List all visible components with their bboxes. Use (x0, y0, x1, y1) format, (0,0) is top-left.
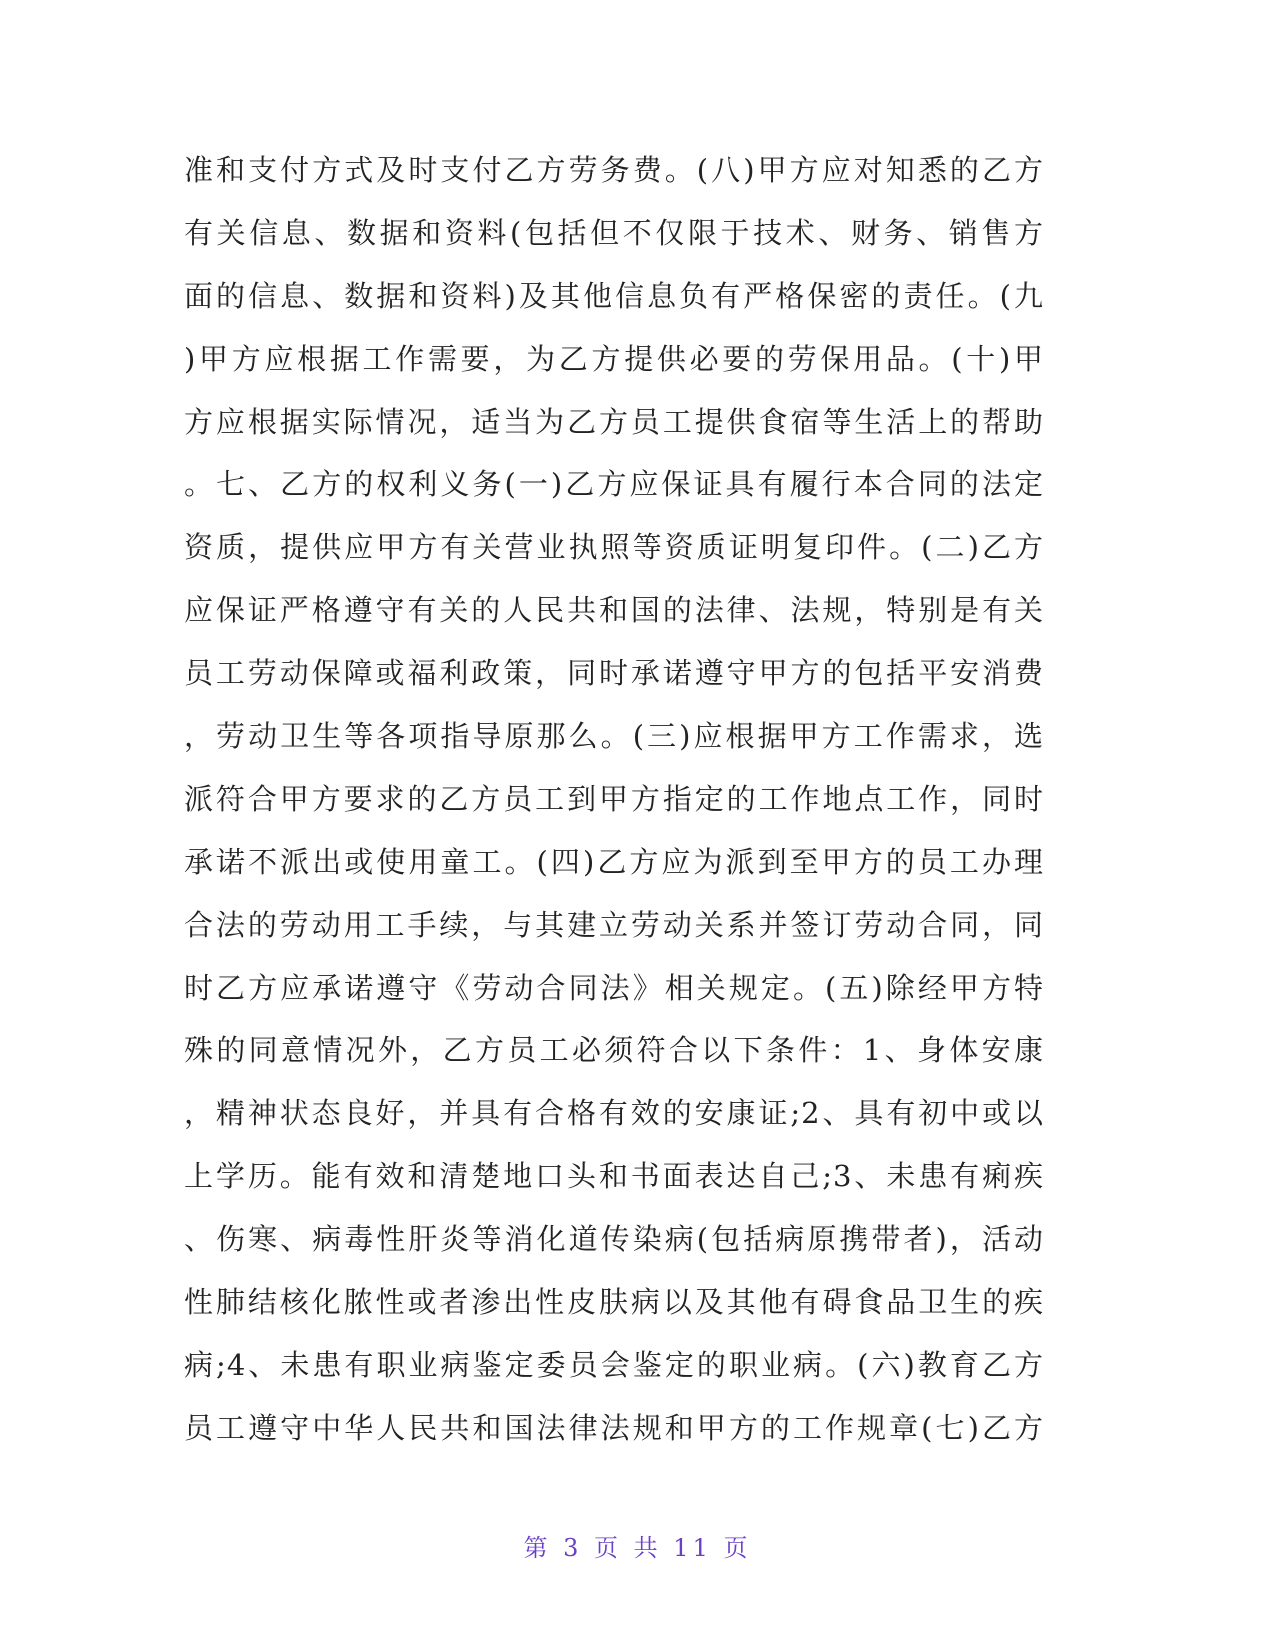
text-line: )甲方应根据工作需要，为乙方提供必要的劳保用品。(十)甲 (184, 341, 1044, 376)
text-line: 派符合甲方要求的乙方员工到甲方指定的工作地点工作，同时 (184, 781, 1044, 816)
text-line: 方应根据实际情况，适当为乙方员工提供食宿等生活上的帮助 (184, 404, 1044, 439)
text-line: 面的信息、数据和资料)及其他信息负有严格保密的责任。(九 (184, 278, 1044, 313)
page-footer (0, 1533, 1275, 1563)
text-line: 、伤寒、病毒性肝炎等消化道传染病(包括病原携带者)，活动 (184, 1222, 1044, 1257)
text-line: ，精神状态良好，并具有合格有效的安康证;2、具有初中或以 (184, 1096, 1044, 1131)
text-line: 时乙方应承诺遵守《劳动合同法》相关规定。(五)除经甲方特 (184, 970, 1044, 1005)
text-line: 准和支付方式及时支付乙方劳务费。(八)甲方应对知悉的乙方 (184, 153, 1044, 187)
text-line: 性肺结核化脓性或者渗出性皮肤病以及其他有碍食品卫生的疾 (184, 1285, 1044, 1320)
text-line: 合法的劳动用工手续，与其建立劳动关系并签订劳动合同，同 (184, 907, 1044, 942)
text-line: 上学历。能有效和清楚地口头和书面表达自己;3、未患有痢疾 (184, 1159, 1044, 1194)
page-number: 第 3 页 共 11 页 (523, 1534, 752, 1562)
text-line: 。七、乙方的权利义务(一)乙方应保证具有履行本合同的法定 (184, 467, 1044, 502)
text-line: 有关信息、数据和资料(包括但不仅限于技术、财务、销售方 (184, 215, 1044, 250)
text-line: 病;4、未患有职业病鉴定委员会鉴定的职业病。(六)教育乙方 (184, 1347, 1044, 1382)
text-line: ，劳动卫生等各项指导原那么。(三)应根据甲方工作需求，选 (184, 719, 1044, 754)
text-line: 员工遵守中华人民共和国法律法规和甲方的工作规章(七)乙方 (184, 1410, 1044, 1445)
text-line: 殊的同意情况外，乙方员工必须符合以下条件：1、身体安康 (184, 1033, 1044, 1068)
body-text (184, 139, 1044, 1460)
text-line: 资质，提供应甲方有关营业执照等资质证明复印件。(二)乙方 (184, 530, 1044, 565)
text-line: 员工劳动保障或福利政策，同时承诺遵守甲方的包括平安消费 (184, 656, 1044, 691)
text-line: 承诺不派出或使用童工。(四)乙方应为派到至甲方的员工办理 (184, 844, 1044, 879)
text-line: 应保证严格遵守有关的人民共和国的法律、法规，特别是有关 (184, 593, 1044, 628)
